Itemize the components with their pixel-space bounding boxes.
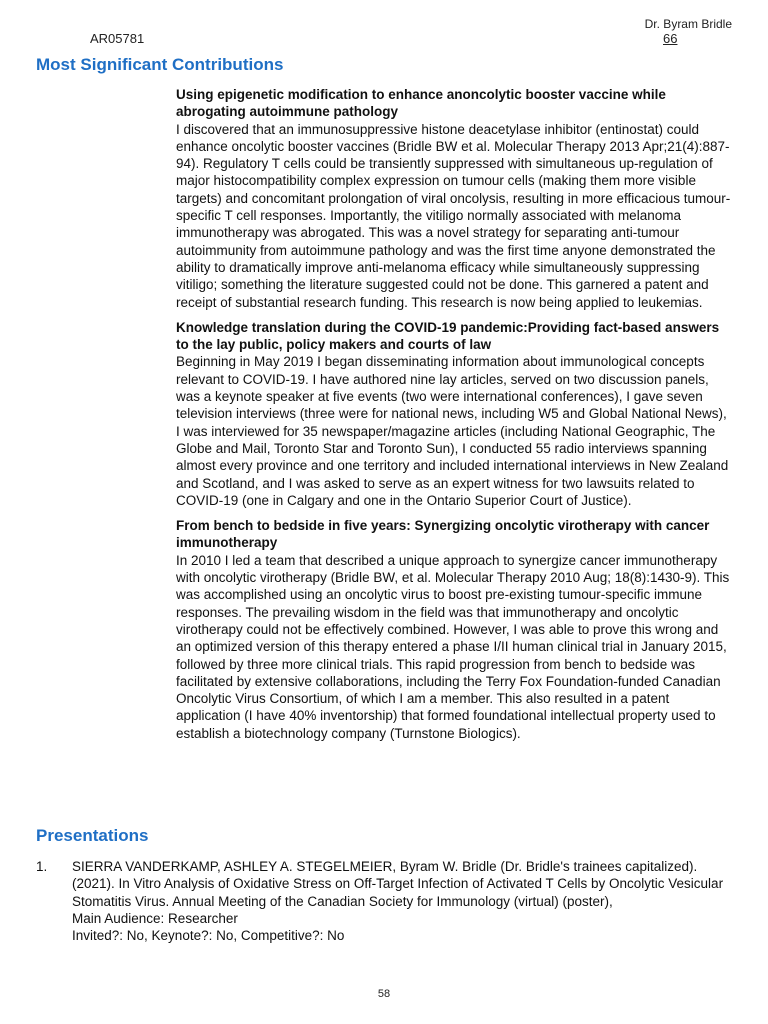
presentation-flags: Invited?: No, Keynote?: No, Competitive?: No bbox=[72, 928, 345, 944]
contribution-heading: Knowledge translation during the COVID-19 pandemic:Providing fact-based answers to the lay public, policy makers and courts of law bbox=[176, 319, 720, 353]
contribution-item bbox=[176, 517, 732, 742]
header-number: 66 bbox=[663, 31, 678, 46]
page-number: 58 bbox=[377, 988, 391, 1000]
presentation-item bbox=[36, 858, 736, 944]
presentation-citation: SIERRA VANDERKAMP, ASHLEY A. STEGELMEIER, Byram W. Bridle (Dr. Bridle's trainees capitalized). (2021). In Vitro Analysis of Oxidative Stress on Off-Target Infection of Activated T Cells by Oncolytic Vesicular Stomatitis Virus. Annual Meeting of the Canadian Society for Immunology (virtual) (poster), bbox=[72, 859, 724, 909]
header-author: Dr. Byram Bridle bbox=[644, 17, 732, 31]
contribution-item bbox=[176, 86, 732, 311]
section-title-contributions: Most Significant Contributions bbox=[36, 55, 284, 74]
presentation-text bbox=[72, 858, 736, 944]
presentation-audience: Main Audience: Researcher bbox=[72, 910, 238, 926]
section-title-presentations: Presentations bbox=[36, 826, 149, 845]
contribution-heading: Using epigenetic modification to enhance anoncolytic booster vaccine while abrogating autoimmune pathology bbox=[176, 87, 666, 120]
contribution-body: Beginning in May 2019 I began disseminating information about immunological concepts relevant to COVID-19. I have authored nine lay articles, served on two discussion panels, was a keynote speaker at five events (two were international conferences), I gave seven television interviews (three were for national news, including W5 and Global National News), I was interviewed for 35 newspaper/magazine articles (including National Geographic, The Globe and Mail, Toronto Star and Toronto Sun), I conducted 55 radio interviews spanning almost every province and one territory and included international interviews in New Zealand and Scotland, and I was asked to serve as an expert witness for two lawsuits related to COVID-19 (one in Calgary and one in the Ontario Superior Court of Justice). bbox=[176, 354, 729, 508]
header-id: AR05781 bbox=[90, 31, 145, 46]
contribution-body: In 2010 I led a team that described a unique approach to synergize cancer immunotherapy with oncolytic virotherapy (Bridle BW, et al. Molecular Therapy 2010 Aug; 18(8):1430-9). This was accomplished using an oncolytic virus to boost pre-existing tumour-specific immune responses. The prevailing wisdom in the field was that immunotherapy and oncolytic virotherapy could not be effectively combined. However, I was able to prove this wrong and an optimized version of this therapy entered a phase I/II human clinical trial in January 2015, followed by three more clinical trials. This rapid progression from bench to bedside was facilitated by extensive collaborations, including the Terry Fox Foundation-funded Canadian Oncolytic Virus Consortium, of which I am a member. This also resulted in a patent application (I have 40% inventorship) that formed foundational intellectual property used to establish a biotechnology company (Turnstone Biologics). bbox=[176, 552, 730, 741]
presentation-number: 1. bbox=[36, 859, 48, 874]
contribution-heading: From bench to bedside in five years: Synergizing oncolytic virotherapy with cancer immunotherapy bbox=[176, 518, 710, 551]
contribution-body: I discovered that an immunosuppressive histone deacetylase inhibitor (entinostat) could enhance oncolytic booster vaccines (Bridle BW et al. Molecular Therapy 2013 Apr;21(4):887-94). Regulatory T cells could be transiently suppressed with simultaneous up-regulation of major histocompatibility complex expression on tumour cells (making them more visible targets) and concomitant prolongation of viral oncolysis, resulting in more efficacious tumour-specific T cell responses. Importantly, the vitiligo normally associated with melanoma immunotherapy was abrogated. This was a novel strategy for separating anti-tumour autoimmunity from autoimmune pathology and was the first time anyone demonstrated the ability to dramatically improve anti-melanoma efficacy while simultaneously suppressing vitiligo; something the literature suggested could not be done. This garnered a patent and receipt of substantial research funding. This research is now being applied to leukemias. bbox=[176, 121, 731, 310]
contribution-item bbox=[176, 319, 732, 509]
contributions-list bbox=[176, 86, 732, 750]
